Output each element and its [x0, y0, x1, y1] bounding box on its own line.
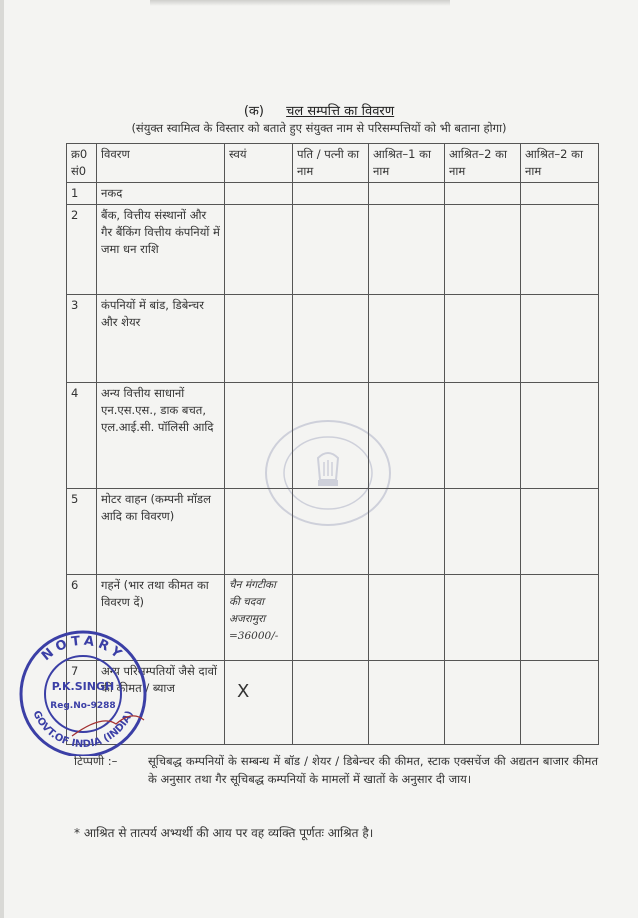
table-row: [67, 383, 599, 489]
row-self: [225, 295, 293, 383]
row-description: कंपनियों में बांड, डिबेन्चर और शेयर: [97, 295, 225, 383]
row-self: [225, 383, 293, 489]
section-heading: [0, 101, 638, 119]
svg-text:NOTARY: [39, 634, 127, 665]
row-number: 5: [67, 489, 97, 575]
stamp-bottom-text: GOVT.OF INDIA (INDIA): [30, 709, 136, 751]
notes-label: टिप्पणी :–: [74, 754, 118, 768]
header-serial: क्र0 सं0: [67, 144, 97, 183]
row-number: 6: [67, 575, 97, 661]
header-dependent-1: आश्रित–1 का नाम: [369, 144, 445, 183]
row-description: अन्य परिसम्पतियों जैसे दावों की कीमत / ब्याज: [97, 661, 225, 745]
stamp-name: P.K.SINGH: [51, 680, 115, 693]
stamp-reg: Reg.No-9288: [50, 701, 116, 711]
row-number: 7: [67, 661, 97, 745]
scan-smudge: [150, 0, 450, 6]
header-self: स्वयं: [225, 144, 293, 183]
row-self: [225, 183, 293, 205]
footnote: * आश्रित से तात्पर्य अभ्यर्थी की आय पर वह व्यक्ति पूर्णतः आश्रित है।: [74, 826, 374, 840]
header-dependent-2b: आश्रित–2 का नाम: [521, 144, 599, 183]
page-edge: [0, 0, 4, 918]
section-prefix: (क): [243, 104, 264, 119]
row-number: 3: [67, 295, 97, 383]
header-spouse: पति / पत्नी का नाम: [293, 144, 369, 183]
row-description: गहनें (भार तथा कीमत का विवरण दें): [97, 575, 225, 661]
stamp-top-text: NOTARY: [38, 633, 128, 665]
section-title: चल सम्पत्ति का विवरण: [286, 104, 395, 119]
table-row: [67, 205, 599, 295]
notes-text: सूचिबद्ध कम्पनियों के सम्बन्ध में बॉड / शेयर / डिबेन्चर की कीमत, स्टाक एक्सचेंज की अद्यतन बाजार कीमत के अनुसार तथा गैर सूचिबद्ध कम्पनियों के मामलों में खातों के अनुसार दी जाय।: [148, 754, 598, 786]
table-row: [67, 295, 599, 383]
notary-stamp: [12, 624, 154, 756]
row-description: मोटर वाहन (कम्पनी मॉडल आदि का विवरण): [97, 489, 225, 575]
row-self: [225, 661, 293, 745]
row-self-handwritten: चैन मंगटीका की चदवा अजरामुरा =36000/-: [225, 575, 293, 661]
header-description: विवरण: [97, 144, 225, 183]
notes-block: [66, 752, 598, 788]
row-number: 2: [67, 205, 97, 295]
row-number: 1: [67, 183, 97, 205]
row-self: [225, 489, 293, 575]
header-dependent-2: आश्रित–2 का नाम: [445, 144, 521, 183]
cross-mark: X: [237, 681, 250, 702]
row-description: बैंक, वित्तीय संस्थानों और गैर बैंकिंग वित्तीय कंपनियों में जमा धन राशि: [97, 205, 225, 295]
row-number: 4: [67, 383, 97, 489]
row-description: नकद: [97, 183, 225, 205]
row-self: [225, 205, 293, 295]
section-subtitle: (संयुक्त स्वामित्व के विस्तार को बताते हुए संयुक्त नाम से परिसम्पत्तियों को भी बताना होगा): [131, 121, 507, 135]
table-row: [67, 183, 599, 205]
table-header-row: [67, 144, 599, 183]
row-description: अन्य वित्तीय साधानों एन.एस.एस., डाक बचत, एल.आई.सी. पॉलिसी आदि: [97, 383, 225, 489]
table-row: [67, 489, 599, 575]
